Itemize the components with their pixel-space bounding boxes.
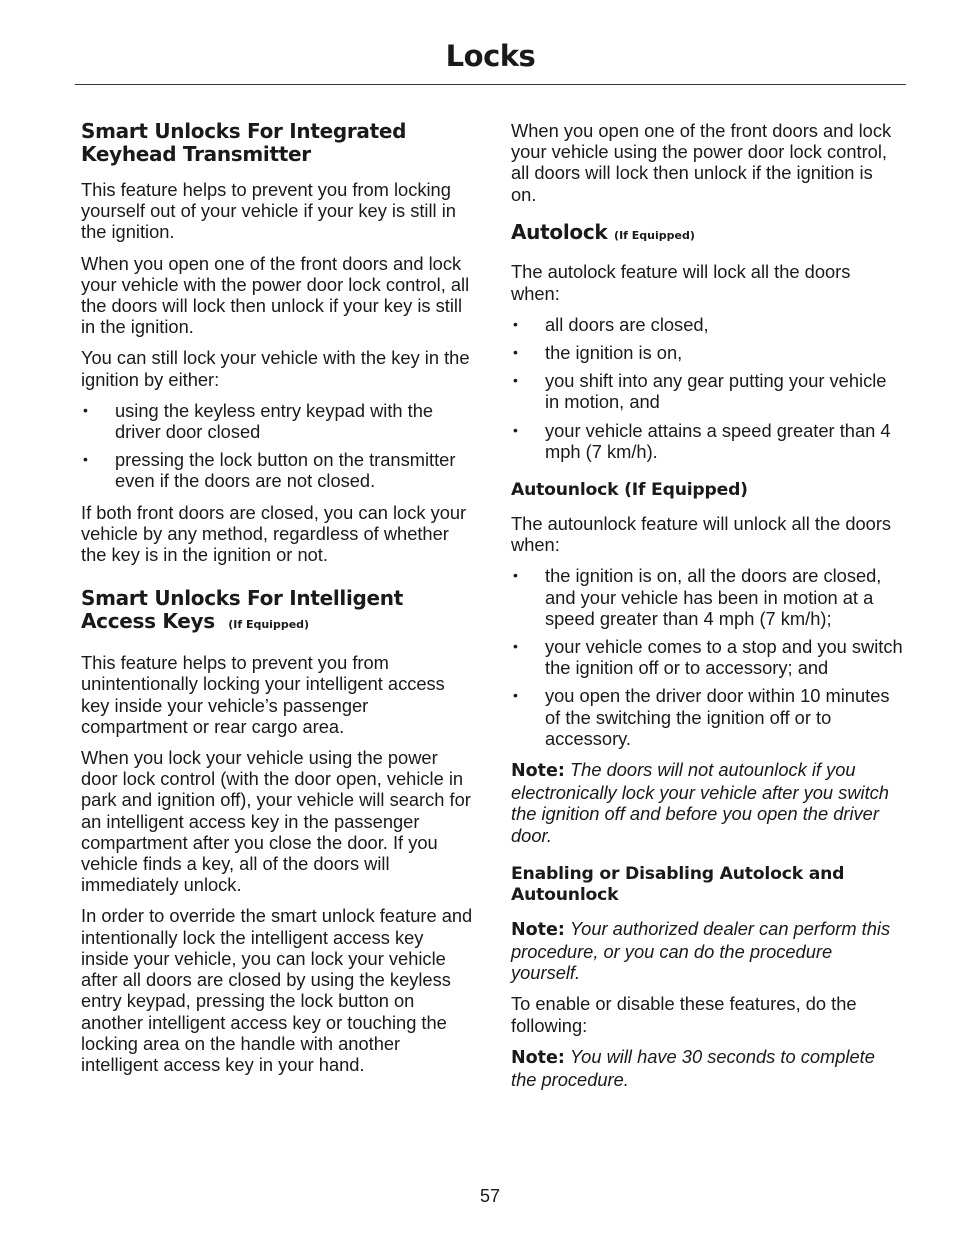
list-item: • you open the driver door within 10 minutes of the switching the ignition off or to accessory.	[513, 685, 890, 749]
paragraph: In order to override the smart unlock feature and intentionally lock the intelligent access key inside your vehicle, you can lock your vehicle after all doors are closed by using the keyless entry keypad, pressing the lock button on another intelligent access key or touching the locking area on the handle with another intelligent access key in your hand.	[81, 905, 473, 1075]
note-text: Your authorized dealer can perform this procedure, or you can do the procedure yourself.	[511, 917, 891, 984]
paragraph: This feature helps to prevent you from unintentionally locking your intelligent access key inside your vehicle’s passenger compartment or rear cargo area.	[81, 652, 445, 737]
bullet-icon: •	[513, 372, 518, 389]
page-title: Locks	[445, 39, 536, 73]
list-item: • the ignition is on, all the doors are closed, and your vehicle has been in motion at a speed greater than 4 mph (7 km/h);	[513, 565, 882, 629]
bullet-icon: •	[513, 687, 518, 704]
bullet-icon: •	[513, 421, 518, 438]
section-heading-intelligent-access-keys: Smart Unlocks For Intelligent Access Keys (If Equipped)	[81, 586, 403, 633]
bullet-icon: •	[513, 315, 518, 332]
paragraph: When you open one of the front doors and lock your vehicle using the power door lock control, all doors will lock then unlock if the ignition is on.	[511, 120, 892, 205]
list-item: • your vehicle comes to a stop and you switch the ignition off or to accessory; and	[513, 635, 903, 679]
note	[511, 918, 903, 984]
list-item: • all doors are closed,	[513, 313, 709, 335]
note-text: The doors will not autounlock if you electronically lock your vehicle after you switch the ignition off and before you open the driver door.	[511, 758, 889, 846]
list-item: • pressing the lock button on the transmitter even if the doors are not closed.	[83, 449, 456, 492]
list-item: • using the keyless entry keypad with the driver door closed	[83, 399, 434, 443]
note-label: Note:	[511, 760, 565, 781]
if-equipped-tag: (If Equipped)	[228, 617, 310, 631]
bullet-list	[511, 314, 903, 462]
note-label: Note:	[511, 919, 565, 940]
note	[511, 1046, 903, 1090]
section-heading-enable-disable: Enabling or Disabling Autolock and Autounlock	[511, 863, 845, 905]
note-text: You will have 30 seconds to complete the procedure.	[511, 1045, 875, 1090]
bullet-icon: •	[83, 451, 88, 468]
paragraph: If both front doors are closed, you can lock your vehicle by any method, regardless of whether the key is in the ignition or not.	[81, 501, 467, 566]
section-heading-keyhead-transmitter: Smart Unlocks For Integrated Keyhead Transmitter	[81, 119, 407, 166]
list-item: • your vehicle attains a speed greater than 4 mph (7 km/h).	[513, 419, 891, 462]
if-equipped-tag: (If Equipped)	[614, 228, 695, 242]
bullet-icon: •	[513, 343, 518, 360]
note-label: Note:	[511, 1047, 565, 1068]
paragraph: You can still lock your vehicle with the key in the ignition by either:	[81, 347, 470, 390]
bullet-list	[511, 565, 903, 749]
section-heading-autounlock: Autounlock (If Equipped)	[511, 479, 748, 500]
page-header	[75, 36, 906, 76]
paragraph: When you lock your vehicle using the power door lock control (with the door open, vehicle in park and ignition off), your vehicle will search for an intelligent access key in the passenger compartment after you close the door. If you vehicle finds a key, all of the doors will immediately unlock.	[81, 747, 471, 896]
right-column	[511, 120, 903, 1100]
section-heading-autolock: Autolock (If Equipped)	[511, 219, 695, 244]
bullet-icon: •	[513, 567, 518, 584]
header-divider	[75, 84, 906, 85]
left-column	[81, 120, 473, 1085]
bullet-list	[81, 400, 473, 492]
list-item: • you shift into any gear putting your vehicle in motion, and	[513, 370, 887, 413]
bullet-icon: •	[513, 637, 518, 654]
list-item: • the ignition is on,	[513, 341, 683, 363]
paragraph: When you open one of the front doors and lock your vehicle with the power door lock control, all the doors will lock then unlock if your key is still in the ignition.	[81, 252, 470, 338]
paragraph: The autolock feature will lock all the doors when:	[511, 261, 851, 304]
note	[511, 759, 903, 846]
page-number: 57	[479, 1186, 501, 1206]
paragraph: To enable or disable these features, do the following:	[511, 993, 857, 1036]
paragraph: This feature helps to prevent you from locking yourself out of your vehicle if your key is still in the ignition.	[81, 179, 456, 243]
paragraph: The autounlock feature will unlock all the doors when:	[511, 512, 892, 556]
bullet-icon: •	[83, 401, 88, 418]
